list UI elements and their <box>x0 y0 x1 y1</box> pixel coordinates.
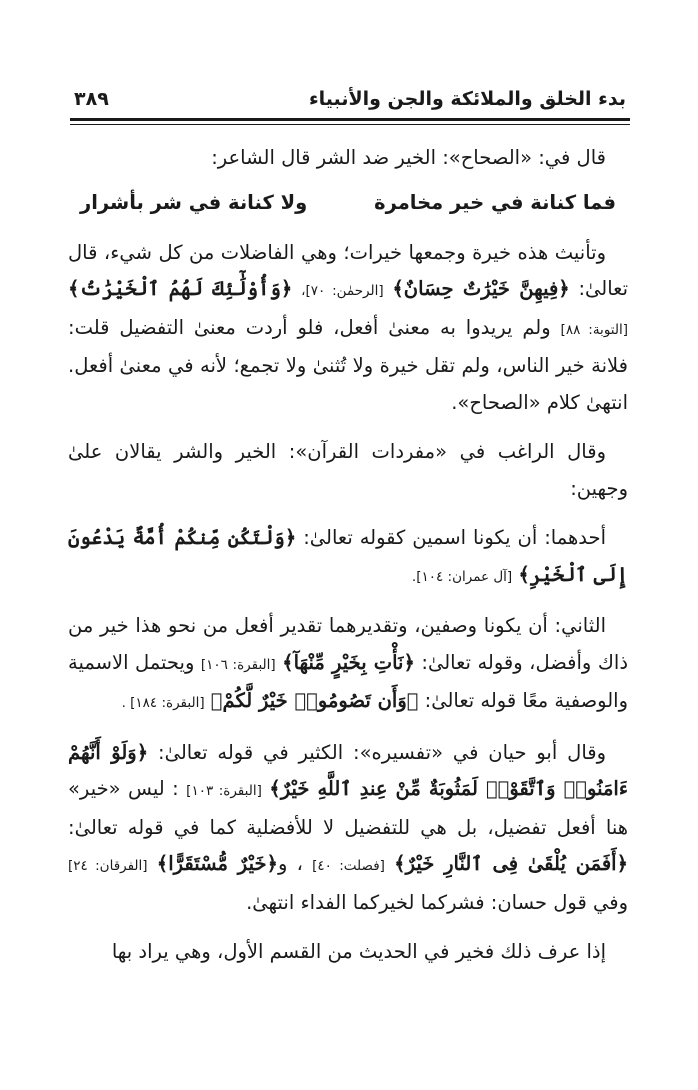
poem-second-hemistich: ولا كنانة في شر بأشرار <box>80 190 308 214</box>
quran-reference: [البقرة: ١٨٤] . <box>121 695 205 711</box>
quran-reference: [البقرة: ١٠٣] <box>186 783 262 799</box>
quran-quote: ﴿فِيهِنَّ خَيْرَٰتٌ حِسَانٌ﴾ <box>392 277 570 300</box>
paragraph-khayrat: وتأنيث هذه خيرة وجمعها خيرات؛ وهي الفاضلات من كل شيء، قال تعالىٰ: ﴿فِيهِنَّ خَيْرَٰتٌ حِسَانٌ﴾ [الرحمٰن: ٧٠]، ﴿وَأُوْلَٰٓئِكَ لَهُمُ ٱلْخَيْرَٰتُ﴾ [التوبة: ٨٨] ولم يريدوا به معنىٰ أفعل، فلو أردت معنىٰ التفضيل قلت: فلانة خير الناس، ولم تقل خيرة ولا تُثنىٰ ولا تجمع؛ لأنه في معنىٰ أفعل. انتهىٰ كلام «الصحاح». <box>68 240 628 414</box>
quran-quote: ﴿وَأَن تَصُومُوا۟ خَيْرٌ لَّكُمْ﴾ <box>210 689 419 712</box>
paragraph-conclusion: إذا عرف ذلك فخير في الحديث من القسم الأول، وهي يراد بها <box>111 940 606 963</box>
poem-verse <box>80 185 616 221</box>
running-title: بدء الخلق والملائكة والجن والأنبياء <box>308 88 626 110</box>
quran-quote: ﴿خَيْرٌ مُّسْتَقَرًّا﴾ <box>156 852 278 875</box>
paragraph-second-meaning: الثاني: أن يكونا وصفين، وتقديرهما تقدير أفعل من نحو هذا خير من ذاك وأفضل، وقوله تعالىٰ: ﴿نَأْتِ بِخَيْرٍ مِّنْهَآ﴾ [البقرة: ١٠٦] ويحتمل الاسمية والوصفية معًا قوله تعالىٰ: ﴿وَأَن تَصُومُوا۟ خَيْرٌ لَّكُمْ﴾ [البقرة: ١٨٤] . <box>68 614 628 712</box>
page-number: ٣٨٩ <box>74 88 109 110</box>
paragraph-first-meaning: أحدهما: أن يكونا اسمين كقوله تعالىٰ: ﴿وَلْتَكُن مِّنكُمْ أُمَّةٌ يَدْعُونَ إِلَى ٱلْخَيْرِ﴾ [آل عمران: ١٠٤]. <box>68 526 628 586</box>
quran-reference: [التوبة: ٨٨] <box>560 321 628 338</box>
header-rule-thin <box>70 124 630 125</box>
poem-first-hemistich: فما كنانة في خير مخامرة <box>374 190 616 214</box>
quran-quote: ﴿نَأْتِ بِخَيْرٍ مِّنْهَآ﴾ <box>282 650 415 674</box>
quran-quote: ﴿أَفَمَن يُلْقَىٰ فِى ٱلنَّارِ خَيْرٌ﴾ <box>394 852 629 875</box>
page-body <box>68 140 628 971</box>
page-header <box>74 84 626 114</box>
quran-reference: [فصلت: ٤٠] <box>312 858 385 874</box>
quran-quote: ﴿وَلْتَكُن مِّنكُمْ أُمَّةٌ يَدْعُونَ إِلَى ٱلْخَيْرِ﴾ <box>68 526 628 586</box>
quran-quote: ﴿وَلَوْ أَنَّهُمْ ءَامَنُوا۟ وَٱتَّقَوْا۟ لَمَثُوبَةٌ مِّنْ عِندِ ٱللَّهِ خَيْرٌ﴾ <box>68 740 628 800</box>
quran-reference: [الرحمٰن: ٧٠]، <box>301 283 384 299</box>
paragraph-raghib: وقال الراغب في «مفردات القرآن»: الخير والشر يقالان علىٰ وجهين: <box>68 440 628 500</box>
paragraph-sihah-intro: قال في: «الصحاح»: الخير ضد الشر قال الشاعر: <box>211 146 606 169</box>
header-rule-thick <box>70 118 630 121</box>
quran-reference: [آل عمران: ١٠٤]. <box>411 568 513 585</box>
quran-reference: [البقرة: ١٠٦] <box>200 656 276 673</box>
quran-reference: [الفرقان: ٢٤] <box>68 858 148 874</box>
paragraph-abu-hayyan: وقال أبو حيان في «تفسيره»: الكثير في قوله تعالىٰ: ﴿وَلَوْ أَنَّهُمْ ءَامَنُوا۟ وَٱتَّقَوْا۟ لَمَثُوبَةٌ مِّنْ عِندِ ٱللَّهِ خَيْرٌ﴾ [البقرة: ١٠٣] : ليس «خير» هنا أفعل تفضيل، بل هي للتفضيل لا للأفضلية كما في قوله تعالىٰ: ﴿أَفَمَن يُلْقَىٰ فِى ٱلنَّارِ خَيْرٌ﴾ [فصلت: ٤٠] ، و﴿خَيْرٌ مُّسْتَقَرًّا﴾ [الفرقان: ٢٤] وفي قول حسان: فشركما لخيركما الفداء انتهىٰ. <box>68 740 629 914</box>
quran-quote: ﴿وَأُوْلَٰٓئِكَ لَهُمُ ٱلْخَيْرَٰتُ﴾ <box>68 277 293 300</box>
